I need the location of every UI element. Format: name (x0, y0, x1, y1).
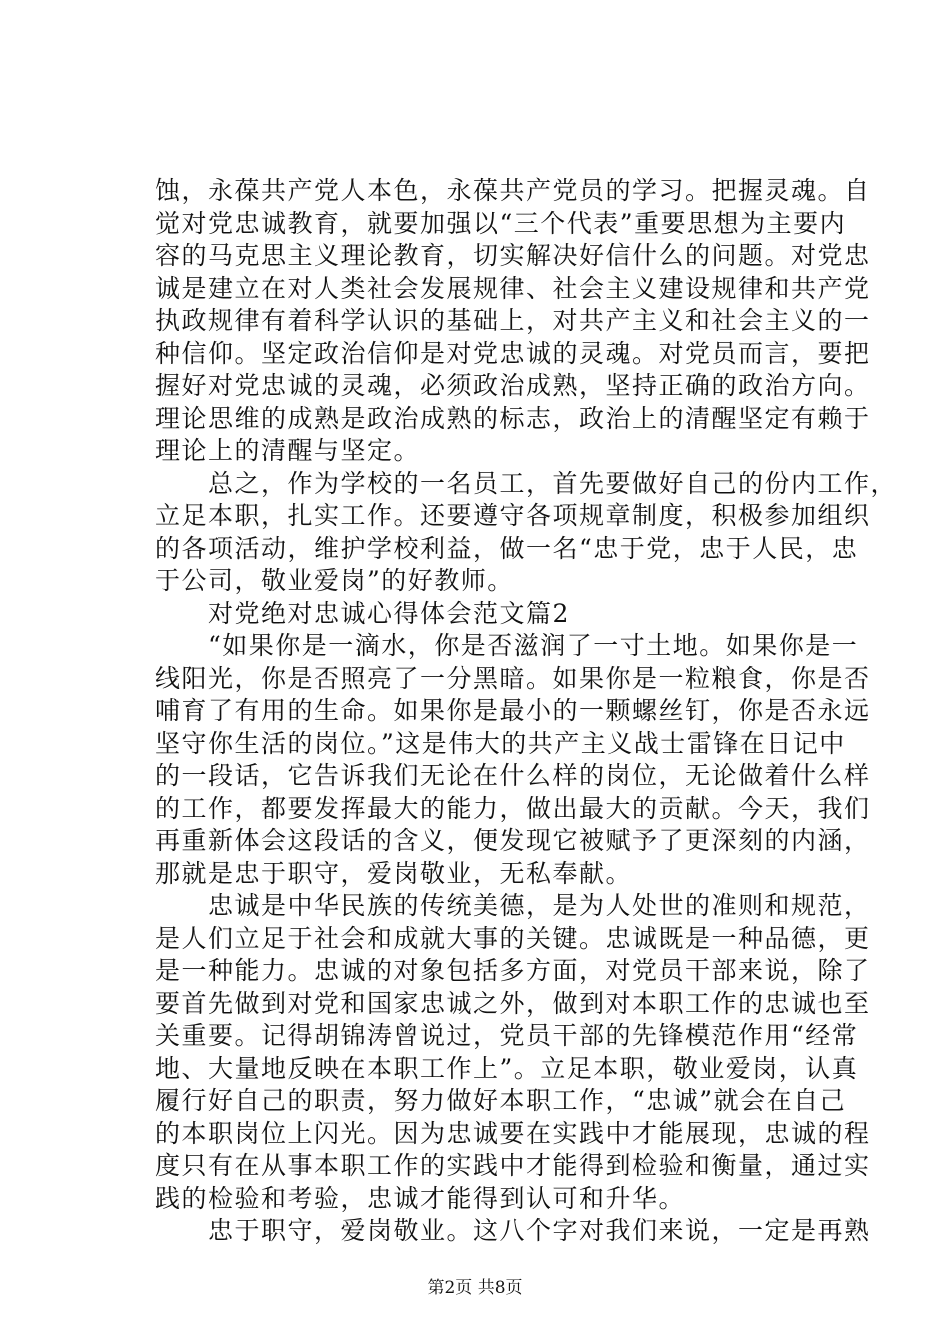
section-heading: 对党绝对忠诚心得体会范文篇2 (155, 598, 570, 628)
text-line: 理论上的清醒与坚定。 (155, 436, 421, 465)
text-line: 觉对党忠诚教育，就要加强以“三个代表”重要思想为主要内 (155, 208, 847, 238)
text-line: 蚀，永葆共产党人本色，永葆共产党员的学习。把握灵魂。自 (155, 176, 871, 205)
text-line: 关重要。记得胡锦涛曾说过，党员干部的先锋模范作用“经常 (155, 1021, 859, 1050)
text-line: 忠诚是中华民族的传统美德，是为人处世的准则和规范， (155, 891, 871, 920)
text-line: 度只有在从事本职工作的实践中才能得到检验和衡量，通过实 (155, 1151, 871, 1180)
text-line: 容的马克思主义理论教育，切实解决好信什么的问题。对党忠 (155, 241, 871, 270)
text-line: 要首先做到对党和国家忠诚之外，做到对本职工作的忠诚也至 (155, 988, 871, 1018)
text-line: 地、大量地反映在本职工作上”。立足本职，敬业爱岗，认真 (155, 1053, 859, 1083)
text-line: 践的检验和考验，忠诚才能得到认可和升华。 (155, 1183, 686, 1213)
text-line: 线阳光，你是否照亮了一分黑暗。如果你是一粒粮食，你是否 (155, 663, 871, 693)
text-line: 履行好自己的职责，努力做好本职工作，“忠诚”就会在自己 (155, 1086, 847, 1115)
text-line: 的本职岗位上闪光。因为忠诚要在实践中才能展现，忠诚的程 (155, 1118, 871, 1148)
text-line: 是一种能力。忠诚的对象包括多方面，对党员干部来说，除了 (155, 956, 871, 985)
text-line: “如果你是一滴水，你是否滋润了一寸土地。如果你是一 (155, 631, 859, 660)
text-line: 再重新体会这段话的含义，便发现它被赋予了更深刻的内涵， (155, 826, 871, 855)
text-line: 坚守你生活的岗位。”这是伟大的共产主义战士雷锋在日记中 (155, 728, 846, 758)
text-line: 的一段话，它告诉我们无论在什么样的岗位，无论做着什么样 (155, 761, 871, 790)
text-line: 的各项活动，维护学校利益，做一名“忠于党，忠于人民，忠 (155, 533, 859, 563)
text-line: 立足本职，扎实工作。还要遵守各项规章制度，积极参加组织 (155, 501, 871, 530)
text-line: 是人们立足于社会和成就大事的关键。忠诚既是一种品德，更 (155, 923, 871, 953)
page-number-footer: 第2页 共8页 (427, 1278, 523, 1298)
text-line: 诚是建立在对人类社会发展规律、社会主义建设规律和共产党 (155, 273, 871, 303)
text-line: 的工作，都要发挥最大的能力，做出最大的贡献。今天，我们 (155, 793, 871, 823)
text-line: 那就是忠于职守，爱岗敬业，无私奉献。 (155, 858, 633, 888)
text-line: 于公司，敬业爱岗”的好教师。 (155, 566, 514, 595)
text-line: 种信仰。坚定政治信仰是对党忠诚的灵魂。对党员而言，要把 (155, 338, 871, 368)
document-body (155, 175, 898, 1248)
text-line: 总之，作为学校的一名员工，首先要做好自己的份内工作， (155, 468, 898, 498)
text-line: 握好对党忠诚的灵魂，必须政治成熟，坚持正确的政治方向。 (155, 371, 871, 400)
text-line: 哺育了有用的生命。如果你是最小的一颗螺丝钉，你是否永远 (155, 696, 871, 725)
text-line: 理论思维的成熟是政治成熟的标志，政治上的清醒坚定有赖于 (155, 403, 871, 433)
text-line: 忠于职守，爱岗敬业。这八个字对我们来说，一定是再熟 (155, 1216, 871, 1245)
text-line: 执政规律有着科学认识的基础上，对共产主义和社会主义的一 (155, 306, 871, 335)
